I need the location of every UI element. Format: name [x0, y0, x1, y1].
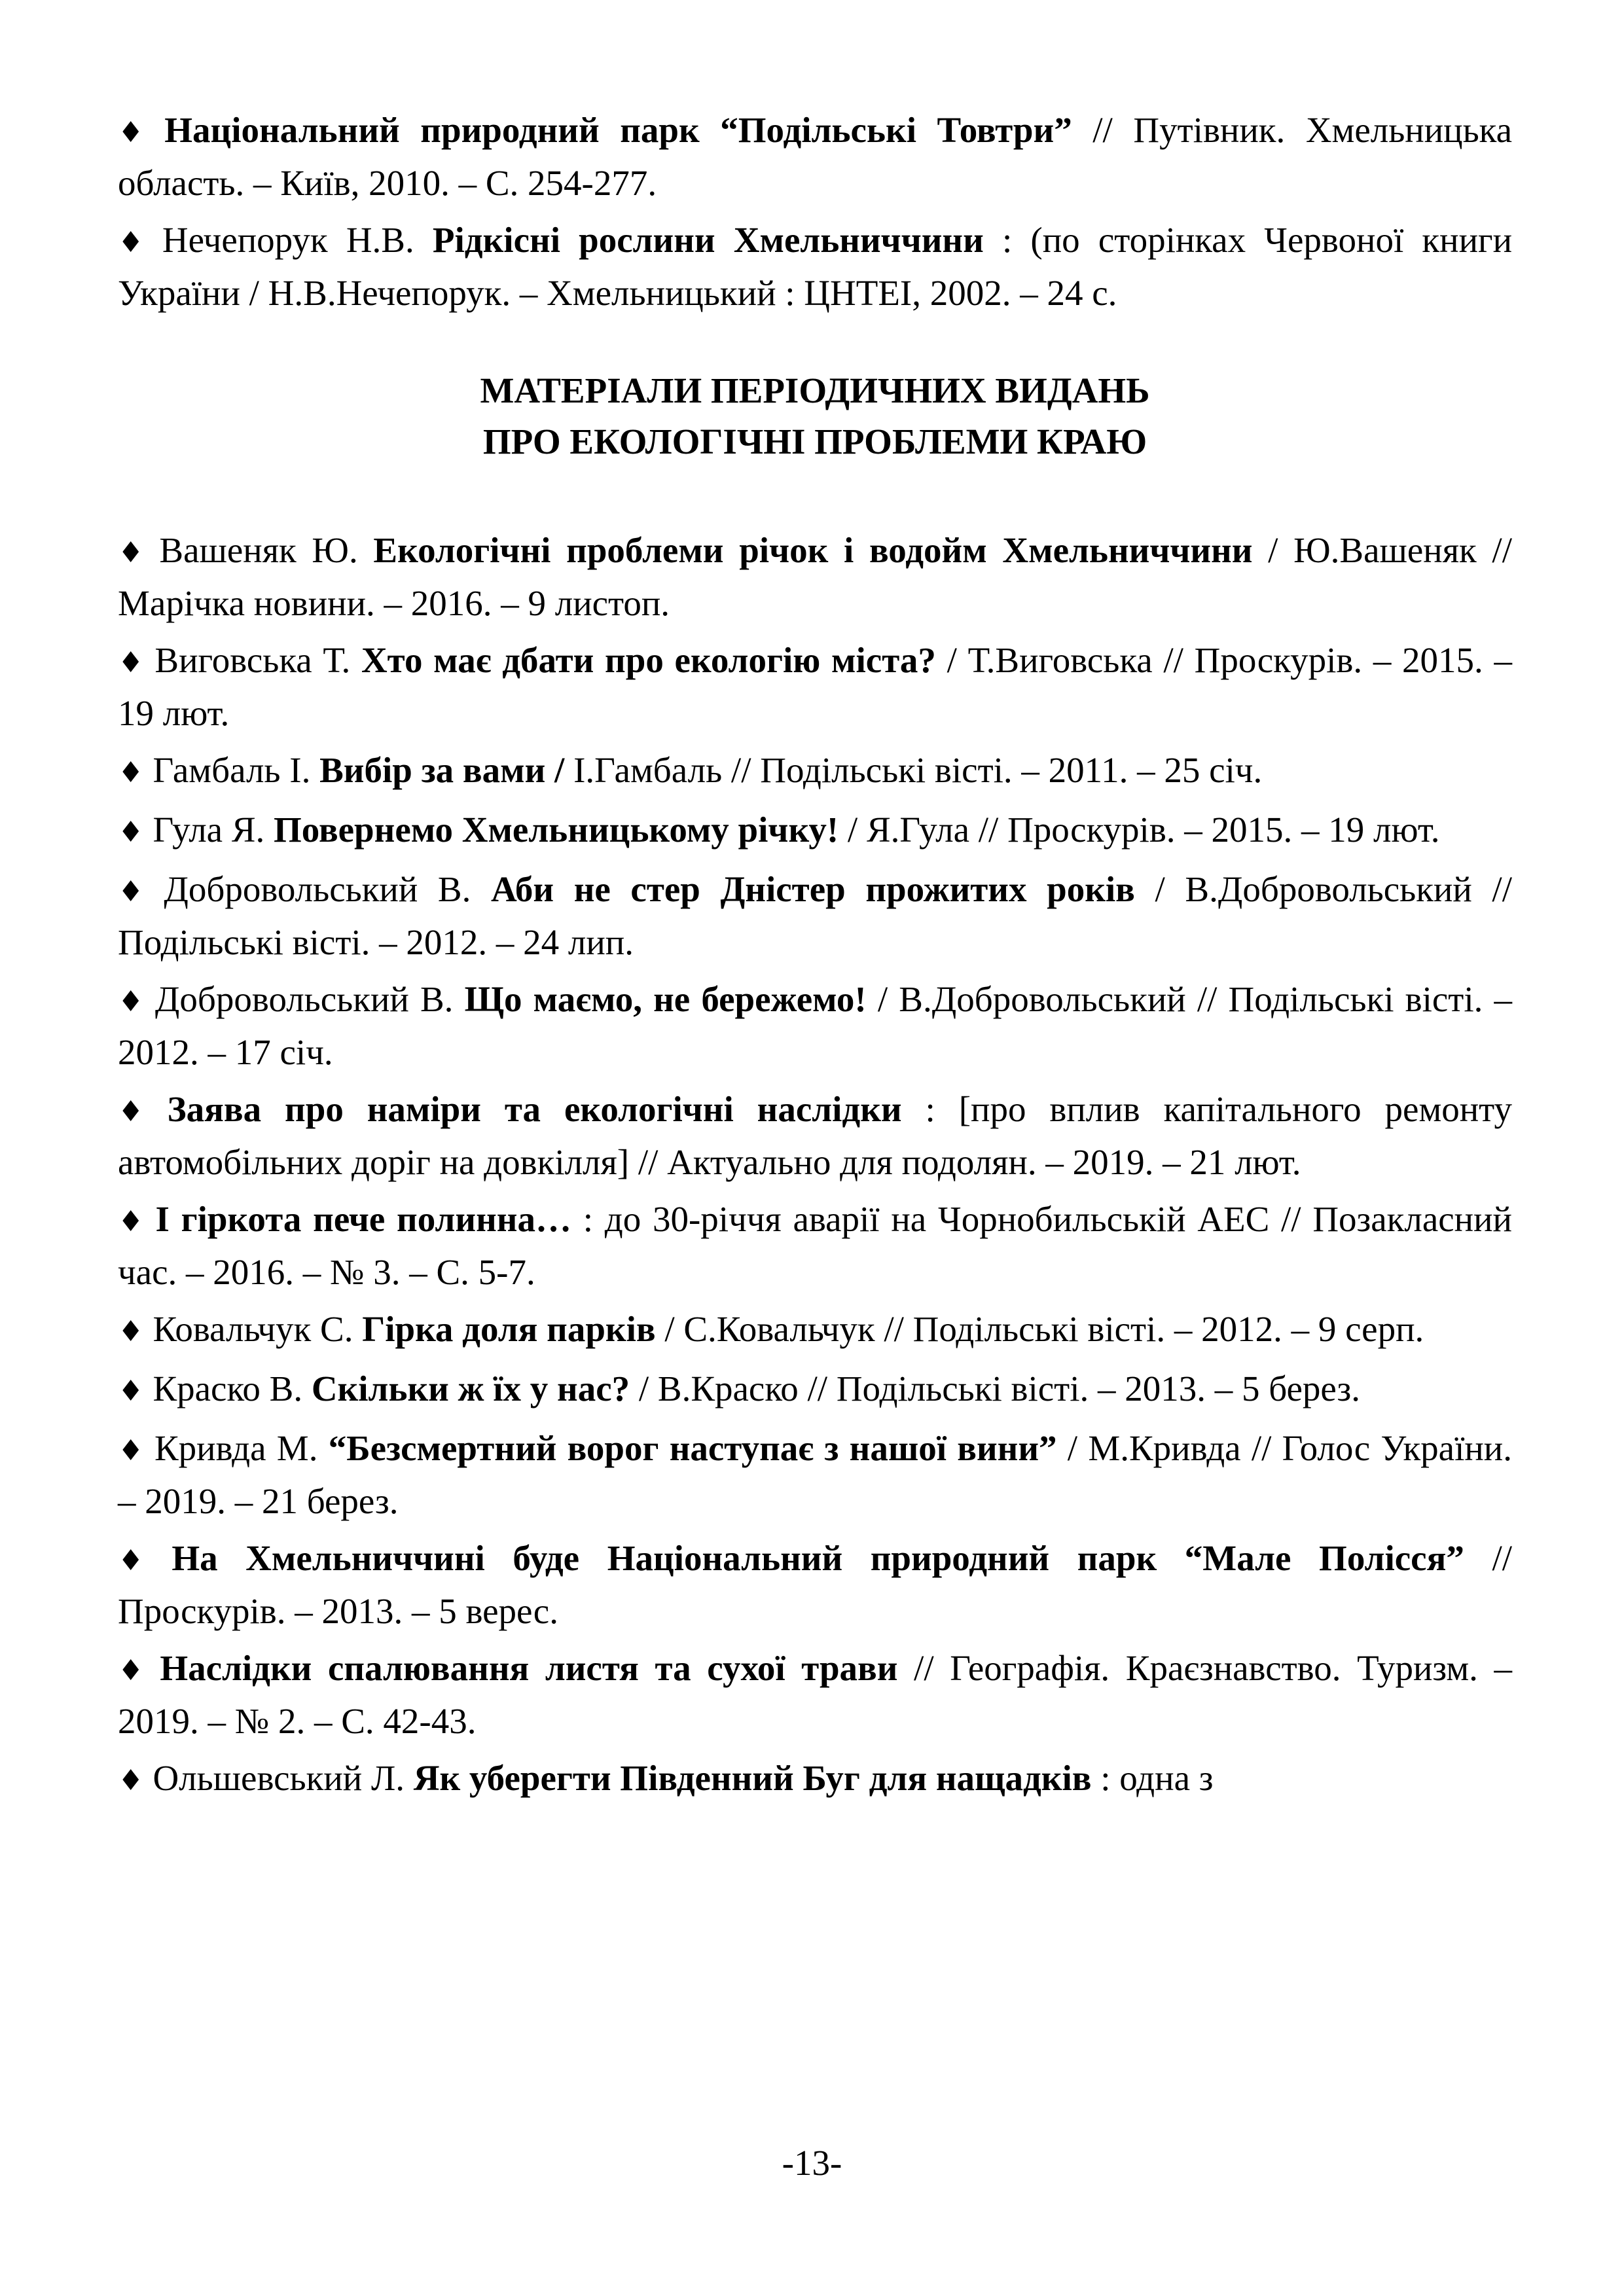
entry-details: : (по сторінках Червоної книги України / Н.В.Нечепорук. – Хмельницький : ЦНТЕІ, 2002. – 24 с. — [118, 220, 1512, 313]
entry-title: Екологічні проблеми річок і водойм Хмельниччини — [373, 530, 1253, 570]
entry-title: Гірка доля парків — [362, 1309, 656, 1349]
bibliography-entry — [118, 804, 1512, 857]
diamond-bullet-icon: ♦ — [118, 875, 155, 908]
section-heading — [118, 365, 1512, 467]
entry-author: Кривда М. — [154, 1428, 329, 1468]
diamond-bullet-icon: ♦ — [118, 1764, 144, 1797]
bibliography-entry — [118, 974, 1512, 1077]
bibliography-list — [118, 525, 1512, 1806]
diamond-bullet-icon: ♦ — [118, 226, 153, 259]
entry-details: : до 30-річчя аварії на Чорнобильській АЕС // Позакласний час. – 2016. – № 3. – С. 5-7. — [118, 1199, 1512, 1292]
bibliography-entry — [118, 1753, 1512, 1806]
bibliography-entry — [118, 745, 1512, 798]
entry-author: Ковальчук С. — [153, 1309, 363, 1349]
entry-author: Гула Я. — [153, 810, 274, 850]
bibliography-list-top — [118, 105, 1512, 318]
diamond-bullet-icon: ♦ — [118, 1654, 151, 1687]
diamond-bullet-icon: ♦ — [118, 1315, 144, 1348]
bibliography-entry — [118, 864, 1512, 967]
entry-author: Вашеняк Ю. — [159, 530, 374, 570]
bibliography-entry — [118, 525, 1512, 628]
entry-title: Що маємо, не бережемо! — [464, 979, 867, 1019]
entry-details: / В.Добровольський // Подільські вісті. – 2012. – 17 січ. — [118, 979, 1512, 1072]
entry-author: Добровольський В. — [154, 979, 465, 1019]
entry-title: Повернемо Хмельницькому річку! — [274, 810, 839, 850]
entry-title: Наслідки спалювання листя та сухої трави — [160, 1648, 898, 1688]
diamond-bullet-icon: ♦ — [118, 985, 146, 1018]
entry-details: І.Гамбаль // Подільські вісті. – 2011. – 25 січ. — [564, 750, 1263, 790]
entry-title: На Хмельниччині буде Національний природний парк “Мале Полісся” — [171, 1538, 1464, 1578]
entry-details: / С.Ковальчук // Подільські вісті. – 2012. – 9 серп. — [655, 1309, 1424, 1349]
bibliography-entry — [118, 1084, 1512, 1187]
bibliography-entry — [118, 1533, 1512, 1636]
entry-title: Національний природний парк “Подільські Товтри” — [164, 110, 1072, 150]
diamond-bullet-icon: ♦ — [118, 1205, 147, 1238]
entry-title: Скільки ж їх у нас? — [311, 1369, 630, 1408]
bibliography-entry — [118, 1194, 1512, 1297]
entry-details: : [про вплив капітального ремонту автомобільних доріг на довкілля] // Актуально для подолян. – 2019. – 21 лют. — [118, 1089, 1512, 1182]
entry-details: : одна з — [1091, 1758, 1214, 1798]
entry-author: Добровольський В. — [164, 869, 491, 909]
entry-details: // Проскурів. – 2013. – 5 верес. — [118, 1538, 1513, 1631]
diamond-bullet-icon: ♦ — [118, 756, 144, 789]
diamond-bullet-icon: ♦ — [118, 116, 156, 149]
bibliography-entry — [118, 105, 1512, 208]
bibliography-entry — [118, 1423, 1512, 1526]
entry-details: // Географія. Краєзнавство. Туризм. – 2019. – № 2. – С. 42-43. — [118, 1648, 1512, 1741]
entry-title: Хто має дбати про екологію міста? — [361, 640, 936, 680]
section-heading-line-2: ПРО ЕКОЛОГІЧНІ ПРОБЛЕМИ КРАЮ — [482, 422, 1147, 461]
entry-details: / В.Добровольський // Подільські вісті. – 2012. – 24 лип. — [118, 869, 1512, 962]
entry-title: Аби не стер Дністер прожитих років — [490, 869, 1135, 909]
entry-details: / Я.Гула // Проскурів. – 2015. – 19 лют. — [839, 810, 1440, 850]
diamond-bullet-icon: ♦ — [118, 536, 151, 569]
entry-title: Вибір за вами / — [319, 750, 565, 790]
diamond-bullet-icon: ♦ — [118, 646, 146, 679]
entry-title: Заява про наміри та екологічні наслідки — [167, 1089, 902, 1129]
diamond-bullet-icon: ♦ — [118, 1374, 144, 1408]
entry-title: Рідкісні рослини Хмельниччини — [432, 220, 984, 260]
section-heading-line-1: МАТЕРІАЛИ ПЕРІОДИЧНИХ ВИДАНЬ — [480, 370, 1150, 410]
page-content — [118, 105, 1512, 1812]
page-number: -13- — [782, 2143, 842, 2183]
entry-author: Нечепорук Н.В. — [162, 220, 433, 260]
entry-details: / М.Кривда // Голос України. – 2019. – 21 берез. — [118, 1428, 1512, 1521]
diamond-bullet-icon: ♦ — [118, 1095, 158, 1128]
entry-details: / Т.Виговська // Проскурів. – 2015. – 19 лют. — [118, 640, 1513, 733]
entry-title: І гіркота пече полинна… — [155, 1199, 571, 1239]
bibliography-entry — [118, 1363, 1512, 1416]
bibliography-entry — [118, 1643, 1512, 1746]
entry-title: “Безсмертний ворог наступає з нашої вини” — [328, 1428, 1057, 1468]
entry-details: / В.Краско // Подільські вісті. – 2013. – 5 берез. — [630, 1369, 1360, 1408]
diamond-bullet-icon: ♦ — [118, 816, 144, 849]
entry-author: Краско В. — [153, 1369, 312, 1408]
entry-details: / Ю.Вашеняк // Марічка новини. – 2016. – 9 листоп. — [118, 530, 1512, 623]
entry-author: Гамбаль І. — [153, 750, 320, 790]
entry-author: Виговська Т. — [154, 640, 361, 680]
diamond-bullet-icon: ♦ — [118, 1434, 145, 1467]
entry-title: Як уберегти Південний Буг для нащадків — [413, 1758, 1092, 1798]
entry-details: // Путівник. Хмельницька область. – Київ, 2010. – С. 254-277. — [118, 110, 1512, 203]
bibliography-entry — [118, 215, 1512, 318]
entry-author: Ольшевський Л. — [153, 1758, 414, 1798]
bibliography-entry — [118, 1304, 1512, 1357]
bibliography-entry — [118, 635, 1512, 738]
diamond-bullet-icon: ♦ — [118, 1544, 163, 1577]
